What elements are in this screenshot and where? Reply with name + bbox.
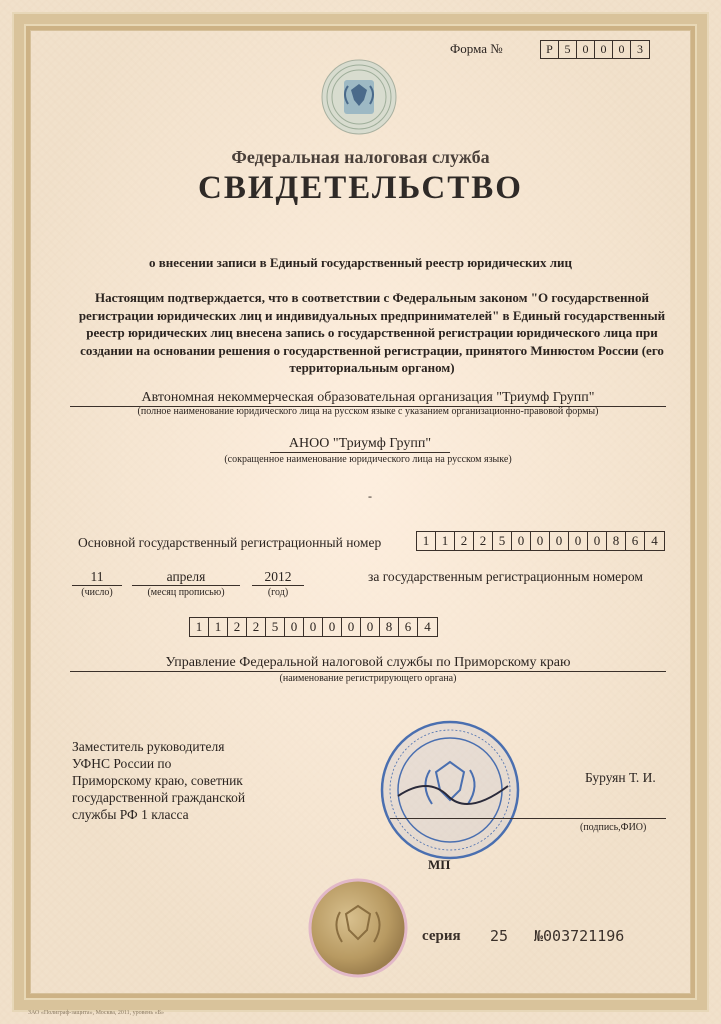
form-code-cell: 0 xyxy=(577,41,595,58)
ogrn-digit: 8 xyxy=(607,532,626,550)
ogrn-digit: 1 xyxy=(436,532,455,550)
official-seal-icon xyxy=(378,718,522,862)
reg-digit: 5 xyxy=(266,618,285,636)
ogrn-digit: 4 xyxy=(651,533,658,548)
form-code-boxes xyxy=(540,40,650,59)
position-line: УФНС России по xyxy=(72,756,172,771)
reg-number-text: за государственным регистрационным номером xyxy=(368,569,643,584)
form-label: Форма № xyxy=(450,41,503,56)
ogrn-digit: 0 xyxy=(512,532,531,550)
series-number: 25 xyxy=(490,927,509,945)
hologram-seal-icon xyxy=(306,876,410,980)
ogrn-digit: 0 xyxy=(569,532,588,550)
document-subtitle: о внесении записи в Единый государственный реестр юридических лиц xyxy=(148,255,572,270)
ogrn-digit: 2 xyxy=(455,532,474,550)
ogrn-label: Основной государственный регистрационный номер xyxy=(78,535,382,550)
form-code-cell: Р xyxy=(541,41,559,58)
ogrn-digit: 2 xyxy=(474,532,493,550)
form-code-cell: 3 xyxy=(637,42,643,56)
document-title: СВИДЕТЕЛЬСТВО xyxy=(198,170,523,206)
position-line: государственной гражданской xyxy=(72,790,246,805)
entity-full-name-caption: (полное наименование юридического лица на русском языке с указанием организационно-правовой формы) xyxy=(137,406,599,417)
registering-organ-caption: (наименование регистрирующего органа) xyxy=(279,673,457,684)
date-day-caption: (число) xyxy=(81,587,113,598)
entity-short-name-caption: (сокращенное наименование юридического лица на русском языке) xyxy=(224,454,512,465)
ogrn-digit: 0 xyxy=(550,532,569,550)
ogrn-digit: 0 xyxy=(531,532,550,550)
entity-full-name: Автономная некоммерческая образовательная организация "Триумф Групп" xyxy=(70,390,666,407)
ogrn-digit: 6 xyxy=(626,532,645,550)
agency-name: Федеральная налоговая служба xyxy=(231,147,490,167)
blank-dash: - xyxy=(368,489,372,503)
form-code-cell: 0 xyxy=(595,41,613,58)
date-month: апреля xyxy=(132,569,240,586)
signature-line xyxy=(390,818,666,819)
reg-digit: 0 xyxy=(361,618,380,636)
position-line: Заместитель руководителя xyxy=(72,739,225,754)
date-year-caption: (год) xyxy=(267,587,289,598)
reg-digit: 2 xyxy=(247,618,266,636)
reg-number-boxes xyxy=(189,617,438,637)
ogrn-digit: 5 xyxy=(493,532,512,550)
reg-digit: 0 xyxy=(323,618,342,636)
entity-short-name: АНОО "Триумф Групп" xyxy=(270,436,450,453)
reg-digit: 1 xyxy=(209,618,228,636)
date-year: 2012 xyxy=(252,569,304,586)
signatory-position xyxy=(72,738,282,823)
ogrn-digit: 1 xyxy=(417,532,436,550)
printer-imprint: ЗАО «Полиграф-защита», Москва, 2011, уровень «Б» xyxy=(28,1010,165,1016)
reg-digit: 4 xyxy=(424,619,431,634)
ogrn-boxes xyxy=(416,531,665,551)
signatory-name: Буруян Т. И. xyxy=(585,770,656,785)
form-code-cell: 0 xyxy=(613,41,631,58)
reg-digit: 0 xyxy=(342,618,361,636)
reg-digit: 2 xyxy=(228,618,247,636)
ogrn-digit: 0 xyxy=(588,532,607,550)
date-month-caption: (месяц прописью) xyxy=(147,587,225,598)
position-line: службы РФ 1 класса xyxy=(72,807,189,822)
series-label: серия xyxy=(422,928,461,944)
date-day: 11 xyxy=(72,569,122,586)
registering-organ: Управление Федеральной налоговой службы по Приморскому краю xyxy=(70,655,666,672)
form-code-cell: 5 xyxy=(559,41,577,58)
reg-digit: 0 xyxy=(285,618,304,636)
serial-number: №003721196 xyxy=(534,927,625,945)
reg-digit: 8 xyxy=(380,618,399,636)
signature-caption: (подпись,ФИО) xyxy=(580,822,647,833)
reg-digit: 1 xyxy=(190,618,209,636)
position-line: Приморскому краю, советник xyxy=(72,773,243,788)
reg-digit: 0 xyxy=(304,618,323,636)
seal-place-label: МП xyxy=(428,857,451,872)
reg-digit: 6 xyxy=(399,618,418,636)
intro-paragraph: Настоящим подтверждается, что в соответствии с Федеральным законом "О государственной регистрации юридических лиц и индивидуальных предпринимателей" в Единый государственный реестр юридических лиц внесена запись о государственной регистрации юридического лица при создании на основании решения о государственной регистрации, принятого Минюстом России (его территориальным органом) xyxy=(78,290,666,375)
hologram-emblem-icon xyxy=(320,58,398,136)
